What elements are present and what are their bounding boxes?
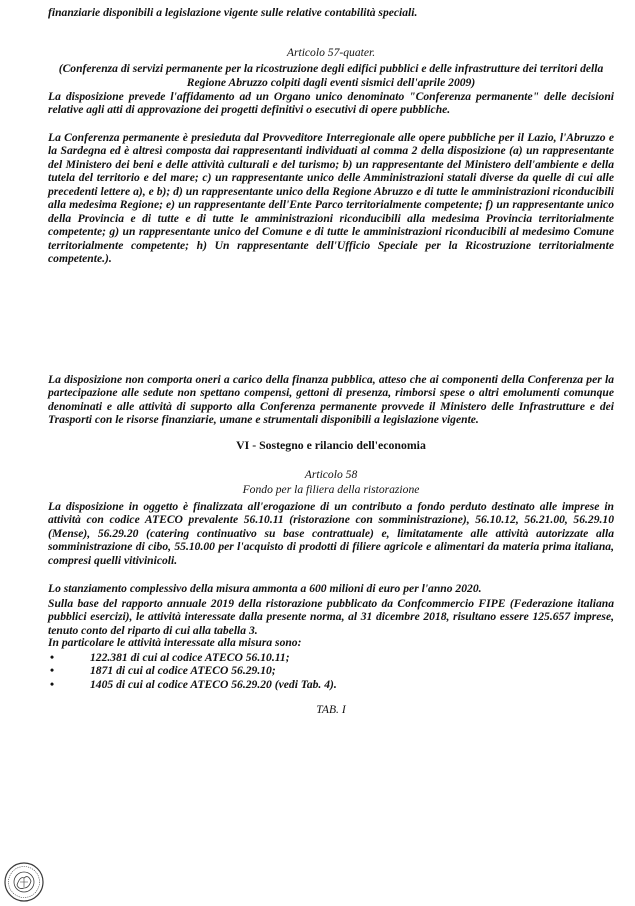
activity-list [48, 651, 614, 691]
article-58-paragraph-2: Lo stanziamento complessivo della misura ammonta a 600 milioni di euro per l'anno 2020. [48, 582, 482, 595]
article-57-title: Articolo 57-quater. [286, 46, 376, 59]
official-seal-icon [3, 861, 45, 903]
article-57-subtitle: (Conferenza di servizi permanente per la ricostruzione degli edifici pubblici e delle infrastrutture dei territori della Regione Abruzzo colpiti dagli eventi sismici dell'aprile 2009) [58, 62, 604, 89]
continuation-line: finanziarie disponibili a legislazione vigente sulle relative contabilità speciali. [48, 6, 418, 19]
bullet-icon: • [50, 651, 55, 664]
list-item-text: 1405 di cui al codice ATECO 56.29.20 (vedi Tab. 4). [90, 677, 337, 691]
bullet-icon: • [50, 677, 55, 691]
table-label: TAB. I [316, 703, 346, 716]
article-58-title: Articolo 58 [304, 468, 358, 481]
bullet-icon: • [50, 664, 55, 678]
article-57-paragraph-2: La Conferenza permanente è presieduta dal Provveditore Interregionale alle opere pubbliche per il Lazio, l'Abruzzo e la Sardegna ed è altresì composta dai rappresentanti individuati al comma 2 della disposizione (a) un rappresentante del Ministero dei beni e delle attività culturali e del turismo; b) un rappresentante del Ministero dell'ambiente e della tutela del territorio e del mare; c) un rappresentante unico delle Amministrazioni statali diverse da quelle di cui alle precedenti lettere a), e b); d) un rappresentante unico della Regione Abruzzo e di tutte le amministrazioni riconducibili alla medesima Regione; e) un rappresentante dell'Ente Parco territorialmente competente; f) un rappresentante unico della Provincia e di tutte e di tutte le amministrazioni riconducibili alla medesima Provincia territorialmente competente; g) un rappresentante unico del Comune e di tutte le amministrazioni riconducibili al medesimo Comune territorialmente competente; h) Un rappresentante dell'Ufficio Speciale per la Ricostruzione territorialmente competente.). [48, 131, 614, 266]
article-58-paragraph-1: La disposizione in oggetto è finalizzata all'erogazione di un contributo a fondo perduto destinato alle imprese in attività con codice ATECO prevalente 56.10.11 (ristorazione con somministrazione), 56.10.12, 56.21.00, 56.29.10 (Mense), 56.29.20 (catering continuativo su base contrattuale) e, limitatamente alle attività autorizzate alla somministrazione di cibo, 55.10.00 per l'acquisto di prodotti di filiere agricole e alimentari da materia prima italiana, compresi quelli vitivinicoli. [48, 500, 614, 567]
list-item [48, 651, 614, 664]
list-item [48, 678, 614, 691]
section-heading: VI - Sostegno e rilancio dell'economia [236, 438, 426, 452]
article-58-paragraph-3: Sulla base del rapporto annuale 2019 della ristorazione pubblicato da Confcommercio FIPE (Federazione italiana pubblici esercizi), le attività interessate dalla presente norma, al 31 dicembre 2018, risultano essere 125.657 imprese, tenuto conto del riparto di cui alla tabella 3. [48, 597, 614, 637]
article-57-paragraph-1: La disposizione prevede l'affidamento ad un Organo unico denominato "Conferenza permanente" delle decisioni relative agli atti di approvazione dei progetti definitivi o esecutivi di opere pubbliche. [48, 90, 614, 117]
article-58-subtitle: Fondo per la filiera della ristorazione [242, 483, 420, 496]
list-item [48, 664, 614, 677]
list-item-text: 122.381 di cui al codice ATECO 56.10.11; [90, 651, 290, 664]
list-item-text: 1871 di cui al codice ATECO 56.29.10; [90, 664, 276, 678]
article-57-paragraph-3: La disposizione non comporta oneri a carico della finanza pubblica, atteso che ai componenti della Conferenza per la partecipazione alle sedute non spettano compensi, gettoni di presenza, rimborsi spese o altri emolumenti comunque denominati e alle attività di supporto alla Conferenza permanente provvede il Ministero delle Infrastrutture e dei Trasporti con le risorse finanziarie, umane e strumentali disponibili a legislazione vigente. [48, 373, 614, 427]
article-58-paragraph-4: In particolare le attività interessate alla misura sono: [48, 636, 302, 649]
